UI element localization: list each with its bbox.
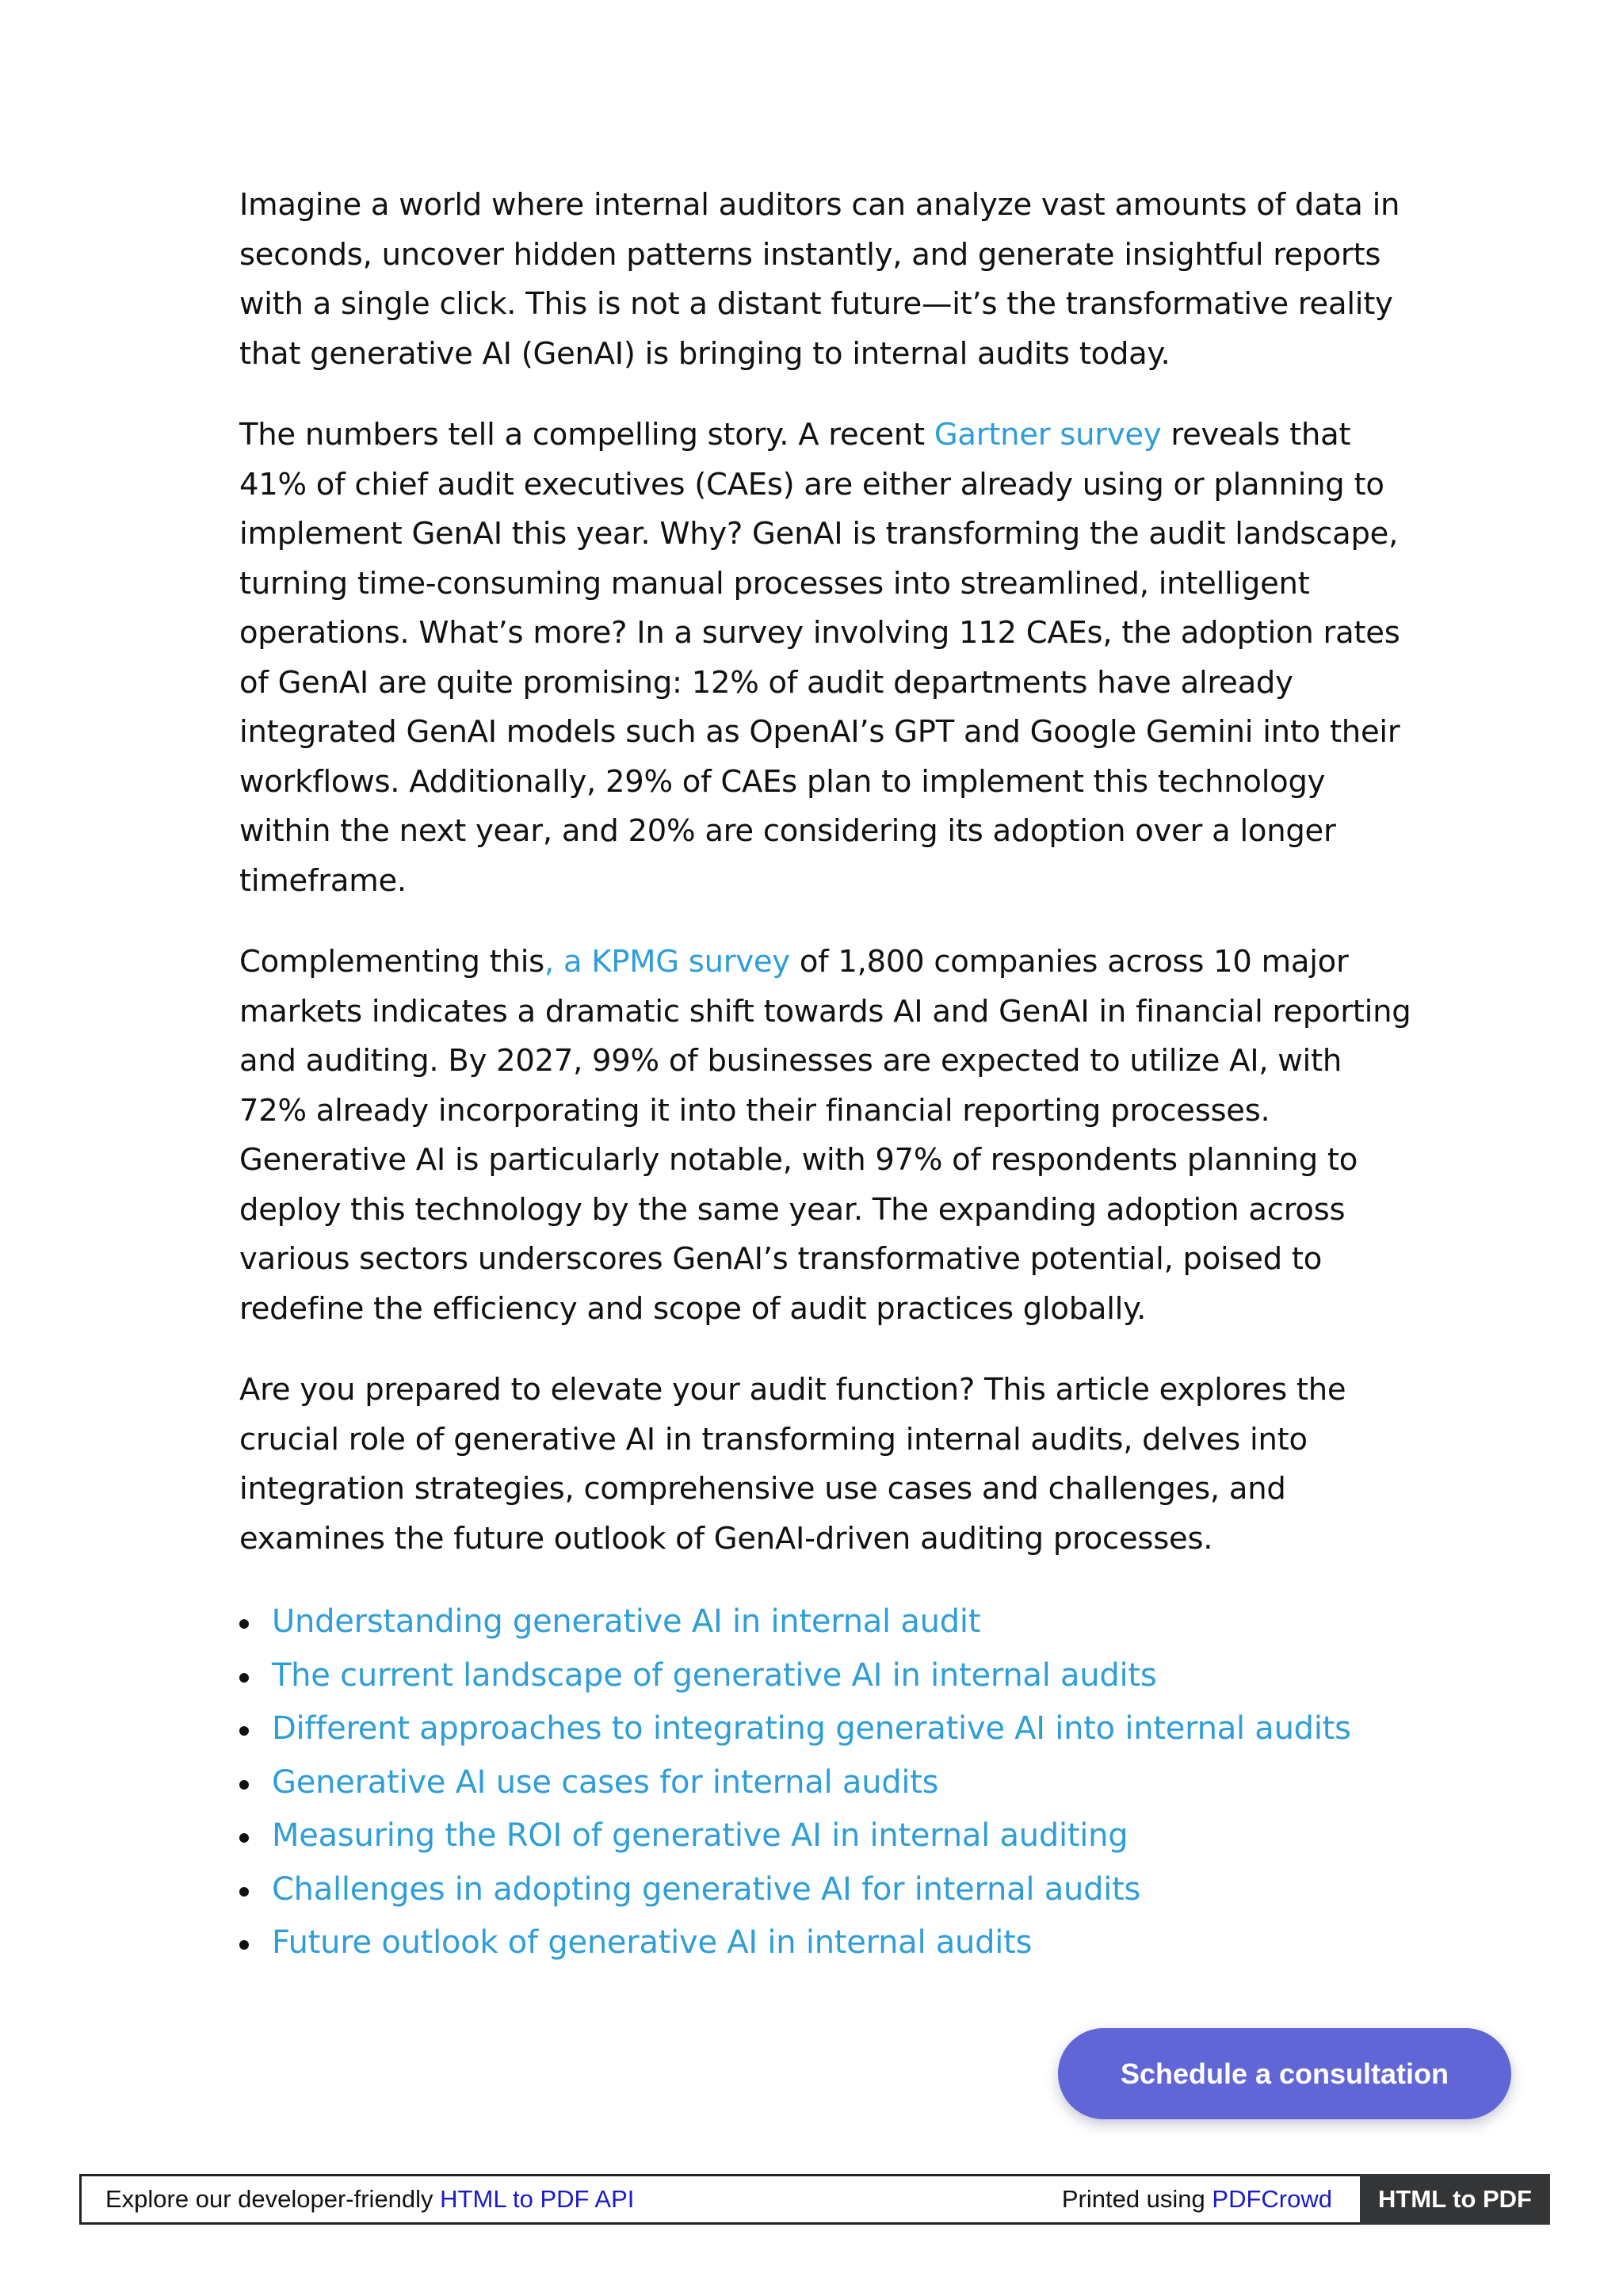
kpmg-survey-link[interactable]: , a KPMG survey — [544, 944, 790, 980]
toc-item — [239, 1595, 1412, 1649]
kpmg-paragraph — [239, 938, 1412, 1334]
toc-link-use-cases[interactable]: Generative AI use cases for internal audits — [272, 1763, 939, 1801]
toc-link-challenges[interactable]: Challenges in adopting generative AI for internal audits — [272, 1870, 1141, 1908]
toc-item — [239, 1863, 1412, 1917]
schedule-consultation-button[interactable]: Schedule a consultation — [1058, 2028, 1511, 2119]
overview-paragraph: Are you prepared to elevate your audit function? This article explores the crucial role of generative AI in transforming internal audits, delves into integration strategies, comprehensive use cases and challenges, and examines the future outlook of GenAI-driven auditing processes. — [239, 1372, 1346, 1557]
footer-promo-text: Explore our developer-friendly — [105, 2185, 441, 2213]
article-body — [239, 181, 1412, 1970]
toc-item — [239, 1756, 1412, 1810]
kpmg-text-start: Complementing this — [239, 944, 544, 980]
table-of-contents — [239, 1595, 1412, 1970]
kpmg-text-end: of 1,800 companies across 10 major markets indicates a dramatic shift towards AI and GenAI in financial reporting and auditing. By 2027, 99% of businesses are expected to utilize AI, with 72% already incorporating it into their financial reporting processes. Generative AI is particularly notable, with 97% of respondents planning to deploy this technology by the same year. The expanding adoption across various sectors underscores GenAI’s transformative potential, poised to redefine the efficiency and scope of audit practices globally. — [239, 944, 1411, 1327]
pdfcrowd-footer-bar — [79, 2174, 1550, 2225]
toc-item — [239, 1809, 1412, 1863]
toc-item — [239, 1649, 1412, 1703]
toc-link-future-outlook[interactable]: Future outlook of generative AI in internal audits — [272, 1924, 1033, 1961]
footer-printed-text: Printed using — [1061, 2185, 1212, 2213]
footer-printed-using — [1062, 2176, 1332, 2222]
statistics-text-start: The numbers tell a compelling story. A recent — [239, 417, 934, 453]
html-to-pdf-api-link[interactable]: HTML to PDF API — [440, 2185, 635, 2213]
statistics-paragraph — [239, 411, 1412, 906]
toc-item — [239, 1702, 1412, 1756]
toc-link-current-landscape[interactable]: The current landscape of generative AI in internal audits — [272, 1656, 1157, 1694]
gartner-survey-link[interactable]: Gartner survey — [934, 417, 1162, 453]
toc-item — [239, 1916, 1412, 1970]
toc-link-understanding-genai[interactable]: Understanding generative AI in internal audit — [272, 1603, 981, 1640]
pdfcrowd-link[interactable]: PDFCrowd — [1212, 2185, 1332, 2213]
statistics-text-end: reveals that 41% of chief audit executives (CAEs) are either already using or planning to implement GenAI this year. Why? GenAI is transforming the audit landscape, turning time-consuming manual processes into streamlined, intelligent operations. What’s more? In a survey involving 112 CAEs, the adoption rates of GenAI are quite promising: 12% of audit departments have already integrated GenAI models such as OpenAI’s GPT and Google Gemini into their workflows. Additionally, 29% of CAEs plan to implement this technology within the next year, and 20% are considering its adoption over a longer timeframe. — [239, 417, 1400, 899]
toc-link-integration-approaches[interactable]: Different approaches to integrating generative AI into internal audits — [272, 1710, 1351, 1747]
footer-api-promo — [105, 2176, 634, 2222]
toc-link-measuring-roi[interactable]: Measuring the ROI of generative AI in internal auditing — [272, 1817, 1128, 1854]
intro-paragraph: Imagine a world where internal auditors can analyze vast amounts of data in seconds, uncover hidden patterns instantly, and generate insightful reports with a single click. This is not a distant future—it’s the transformative reality that generative AI (GenAI) is bringing to internal audits today. — [239, 187, 1400, 372]
html-to-pdf-badge[interactable]: HTML to PDF — [1360, 2174, 1550, 2225]
